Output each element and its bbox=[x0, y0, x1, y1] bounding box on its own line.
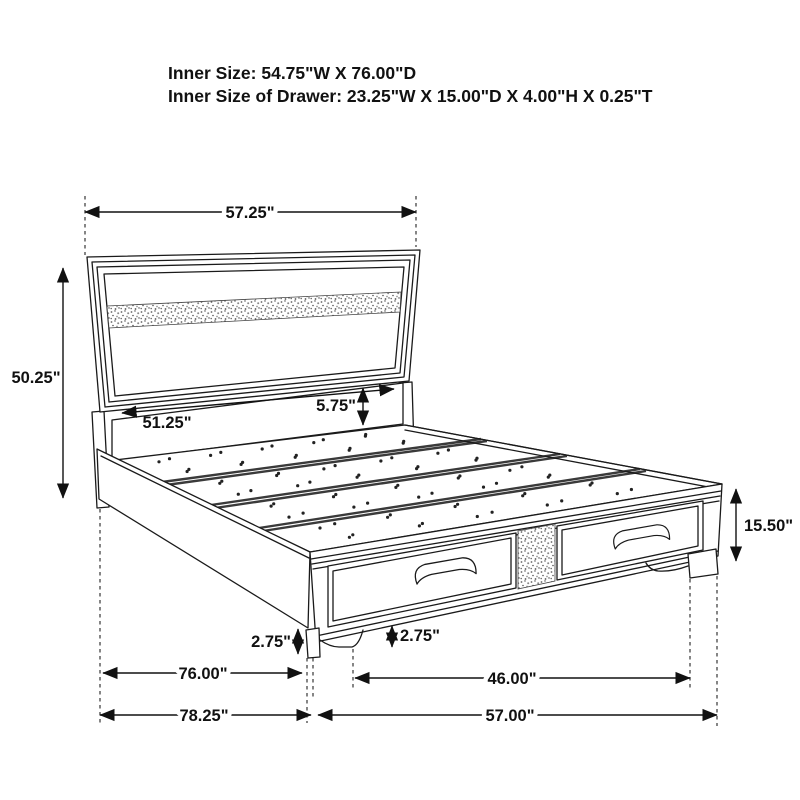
dim-label-center-clearance: 2.75" bbox=[400, 627, 440, 645]
front-left-foot bbox=[306, 628, 320, 658]
inner-drawer-size-note: Inner Size of Drawer: 23.25"W X 15.00"D X 4.00"H X 0.25"T bbox=[168, 86, 653, 106]
dim-label-overall-depth: 78.25" bbox=[179, 707, 229, 725]
dim-label-footboard-height: 15.50" bbox=[744, 517, 794, 535]
dim-label-headboard-width: 57.25" bbox=[225, 204, 275, 222]
drawer-divider-sparkle bbox=[518, 524, 555, 589]
inner-size-note: Inner Size: 54.75"W X 76.00"D bbox=[168, 63, 417, 83]
dim-label-drawer-section: 46.00" bbox=[487, 670, 537, 688]
dim-label-side-rail-length: 76.00" bbox=[178, 665, 228, 683]
dim-label-headboard-height: 50.25" bbox=[11, 369, 61, 387]
dim-label-footboard-width: 57.00" bbox=[485, 707, 535, 725]
dim-label-between-legs: 51.25" bbox=[142, 414, 192, 432]
dim-label-headrail-height: 5.75" bbox=[316, 397, 356, 415]
dim-label-left-clearance: 2.75" bbox=[251, 633, 291, 651]
front-right-foot bbox=[688, 549, 718, 578]
